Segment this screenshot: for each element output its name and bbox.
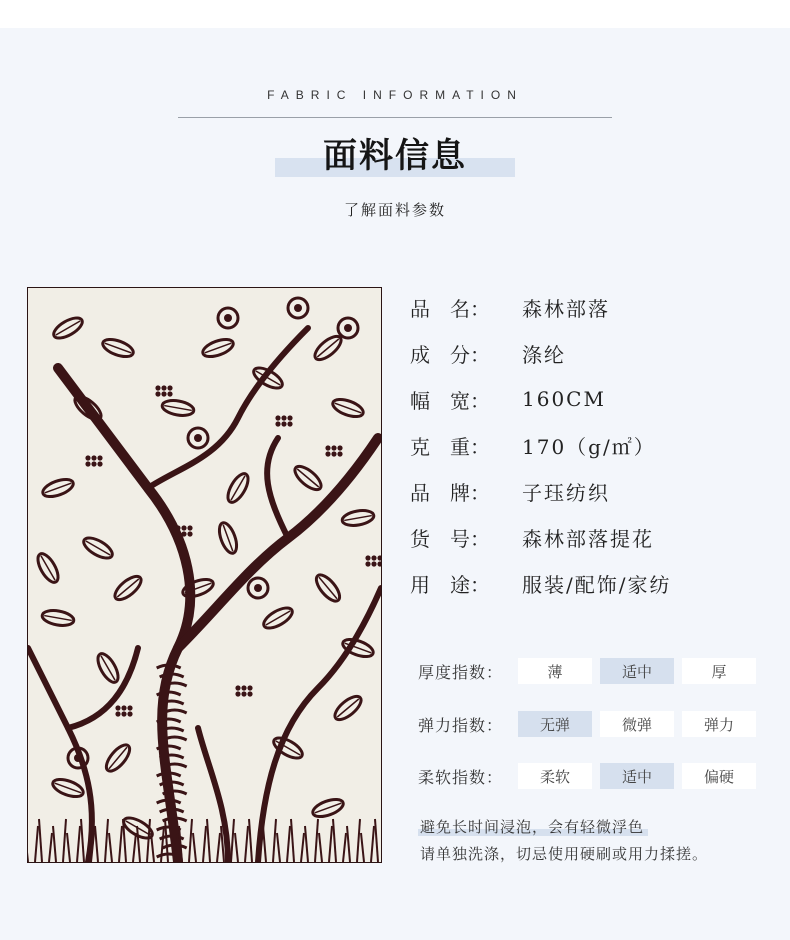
berry-dot (371, 555, 376, 560)
spec-row-item-number (410, 514, 780, 560)
section-title-en: FABRIC INFORMATION (267, 88, 523, 102)
rating-option: 厚 (682, 658, 756, 684)
berry-dot (235, 685, 240, 690)
section-title-cn: 面料信息 (323, 136, 467, 176)
spec-value: 森林部落 (522, 296, 610, 321)
spiral-flower-center (74, 754, 82, 762)
rating-label: 柔软指数： (418, 767, 504, 787)
berry-dot (155, 391, 160, 396)
berry-dot (161, 391, 166, 396)
spec-row-brand (410, 468, 780, 514)
spec-label: 品 牌： (410, 480, 490, 505)
berry-dot (115, 711, 120, 716)
fabric-pattern-graphic (28, 288, 381, 862)
berry-dot (241, 691, 246, 696)
spec-label: 克 重： (410, 434, 490, 459)
spiral-flower-center (194, 434, 202, 442)
berry-dot (85, 461, 90, 466)
berry-dot (187, 525, 192, 530)
berry-dot (175, 525, 180, 530)
berry-dot (365, 555, 370, 560)
rating-option: 薄 (518, 658, 592, 684)
spec-list (410, 284, 780, 606)
berry-dot (325, 451, 330, 456)
berry-dot (175, 531, 180, 536)
berry-dot (287, 415, 292, 420)
rating-option: 无弹 (518, 711, 592, 737)
spec-row-name (410, 284, 780, 330)
berry-dot (275, 415, 280, 420)
berry-dot (371, 561, 376, 566)
berry-dot (337, 445, 342, 450)
spec-label: 品 名： (410, 296, 490, 321)
top-band (0, 0, 790, 28)
spec-label: 用 途： (410, 572, 490, 597)
berry-dot (161, 385, 166, 390)
spec-value: 170（g/㎡） (522, 434, 656, 459)
berry-dot (97, 455, 102, 460)
rating-option: 适中 (600, 763, 674, 789)
spec-label: 成 分： (410, 342, 490, 367)
spec-value: 子珏纺织 (522, 480, 610, 505)
berry-dot (91, 461, 96, 466)
berry-dot (331, 445, 336, 450)
spec-row-width (410, 376, 780, 422)
berry-dot (247, 691, 252, 696)
spec-label: 幅 宽： (410, 388, 490, 413)
berry-dot (121, 711, 126, 716)
berry-dot (337, 451, 342, 456)
berry-dot (181, 531, 186, 536)
spec-row-weight (410, 422, 780, 468)
berry-dot (155, 385, 160, 390)
rating-label: 弹力指数： (418, 715, 504, 735)
berry-dot (365, 561, 370, 566)
berry-dot (97, 461, 102, 466)
rating-option: 偏硬 (682, 763, 756, 789)
berry-dot (247, 685, 252, 690)
spec-row-composition (410, 330, 780, 376)
berry-dot (241, 685, 246, 690)
rating-thickness (418, 656, 768, 686)
berry-dot (281, 415, 286, 420)
spiral-flower-center (254, 584, 262, 592)
berry-dot (121, 705, 126, 710)
care-text: 避免长时间浸泡，会有轻微浮色 (420, 818, 645, 836)
berry-dot (167, 385, 172, 390)
rating-elasticity (418, 709, 768, 739)
spiral-flower-center (294, 304, 302, 312)
rating-option: 柔软 (518, 763, 592, 789)
care-note-line (420, 843, 708, 864)
spec-label: 货 号： (410, 526, 490, 551)
care-note-line (420, 816, 644, 837)
berry-dot (287, 421, 292, 426)
berry-dot (187, 531, 192, 536)
berry-dot (115, 705, 120, 710)
title-divider (178, 117, 612, 118)
section-title-block (0, 128, 790, 178)
section-subtitle: 了解面料参数 (343, 201, 446, 219)
berry-dot (181, 525, 186, 530)
berry-dot (281, 421, 286, 426)
berry-dot (85, 455, 90, 460)
berry-dot (325, 445, 330, 450)
berry-dot (91, 455, 96, 460)
care-text: 请单独洗涤，切忌使用硬刷或用力揉搓。 (420, 845, 709, 863)
spec-row-usage (410, 560, 780, 606)
berry-dot (331, 451, 336, 456)
fabric-swatch-image (27, 287, 382, 863)
rating-option: 适中 (600, 658, 674, 684)
spiral-flower-center (344, 324, 352, 332)
berry-dot (127, 705, 132, 710)
spec-value: 森林部落提花 (522, 526, 654, 551)
spec-value: 涤纶 (522, 342, 566, 367)
spec-value: 160CM (522, 387, 606, 411)
rating-option: 弹力 (682, 711, 756, 737)
fabric-ground (28, 288, 381, 862)
rating-label: 厚度指数： (418, 662, 504, 682)
spec-value: 服装/配饰/家纺 (522, 572, 672, 597)
berry-dot (235, 691, 240, 696)
berry-dot (275, 421, 280, 426)
berry-dot (167, 391, 172, 396)
berry-dot (127, 711, 132, 716)
spiral-flower-center (224, 314, 232, 322)
rating-option: 微弹 (600, 711, 674, 737)
rating-softness (418, 761, 768, 791)
